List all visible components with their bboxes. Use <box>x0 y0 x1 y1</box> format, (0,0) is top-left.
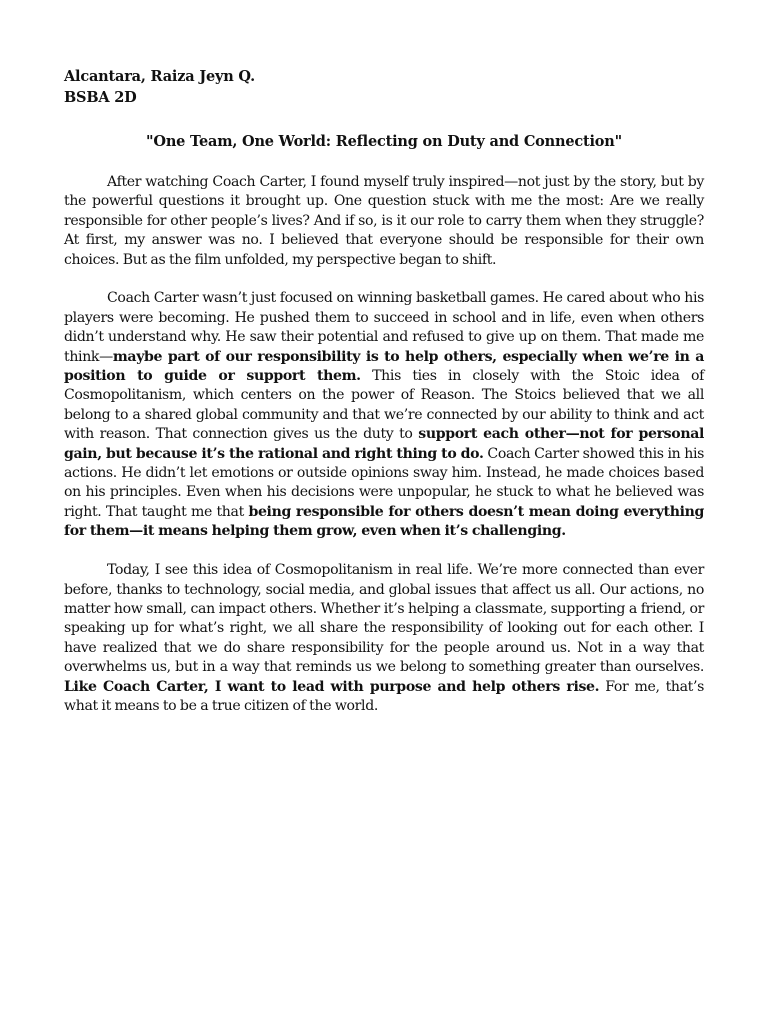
essay-title: "One Team, One World: Reflecting on Duty and Connection" <box>146 133 622 150</box>
text-run: Today, I see this idea of Cosmopolitanism in real life. We’re more connected than ever before, thanks to technology, social media, and global issues that affect us all. Our actions, no matter how small, can impact others. Whether it’s helping a classmate, supporting a friend, or speaking up for what’s right, we all share the responsibility of looking out for each other. I have realized that we do share responsibility for the people around us. Not in a way that overwhelms us, but in a way that reminds us we belong to something greater than ourselves. <box>64 562 704 676</box>
text-run: Coach Carter showed this in his actions. He didn’t let emotions or outside opinions sway him. Instead, he made choices based on his principles. Even when his decisions were unpopular, he stuck to what he believed was right. That taught me that <box>64 445 705 520</box>
essay-body <box>64 173 704 736</box>
author-section: BSBA 2D <box>64 89 137 106</box>
text-run: For me, that’s what it means to be a true citizen of the world. <box>64 678 705 714</box>
text-run: After watching Coach Carter, I found myself truly inspired—not just by the story, but by the powerful questions it brought up. One question stuck with me the most: Are we really responsible for other people’s lives? And if so, is it our role to carry them when they struggle? At first, my answer was no. I believed that everyone should be responsible for their own choices. But as the film unfolded, my perspective began to shift. <box>64 174 704 268</box>
text-run: This ties in closely with the Stoic idea of Cosmopolitanism, which centers on the power of Reason. The Stoics believed that we all belong to a shared global community and that we’re connected by our ability to think and act with reason. That connection gives us the duty to <box>64 368 704 443</box>
text-run: Coach Carter wasn’t just focused on winning basketball games. He cared about who his players were becoming. He pushed them to succeed in school and in life, even when others didn’t understand why. He saw their potential and refused to give up on them. That made me think— <box>64 290 704 365</box>
paragraph-2 <box>64 289 704 541</box>
emphasis-run: being responsible for others doesn’t mean doing everything for them—it means helping them grow, even when it’s challenging. <box>64 503 705 540</box>
paragraph-1 <box>64 173 704 270</box>
emphasis-run: Like Coach Carter, I want to lead with purpose and help others rise. <box>64 678 600 695</box>
author-name: Alcantara, Raiza Jeyn Q. <box>64 68 255 85</box>
paragraph-3 <box>64 561 704 716</box>
emphasis-run: support each other—not for personal gain, but because it’s the rational and right thing to do. <box>64 426 704 462</box>
emphasis-run: maybe part of our responsibility is to help others, especially when we’re in a position to guide or support them. <box>64 348 704 385</box>
author-header <box>64 66 255 108</box>
